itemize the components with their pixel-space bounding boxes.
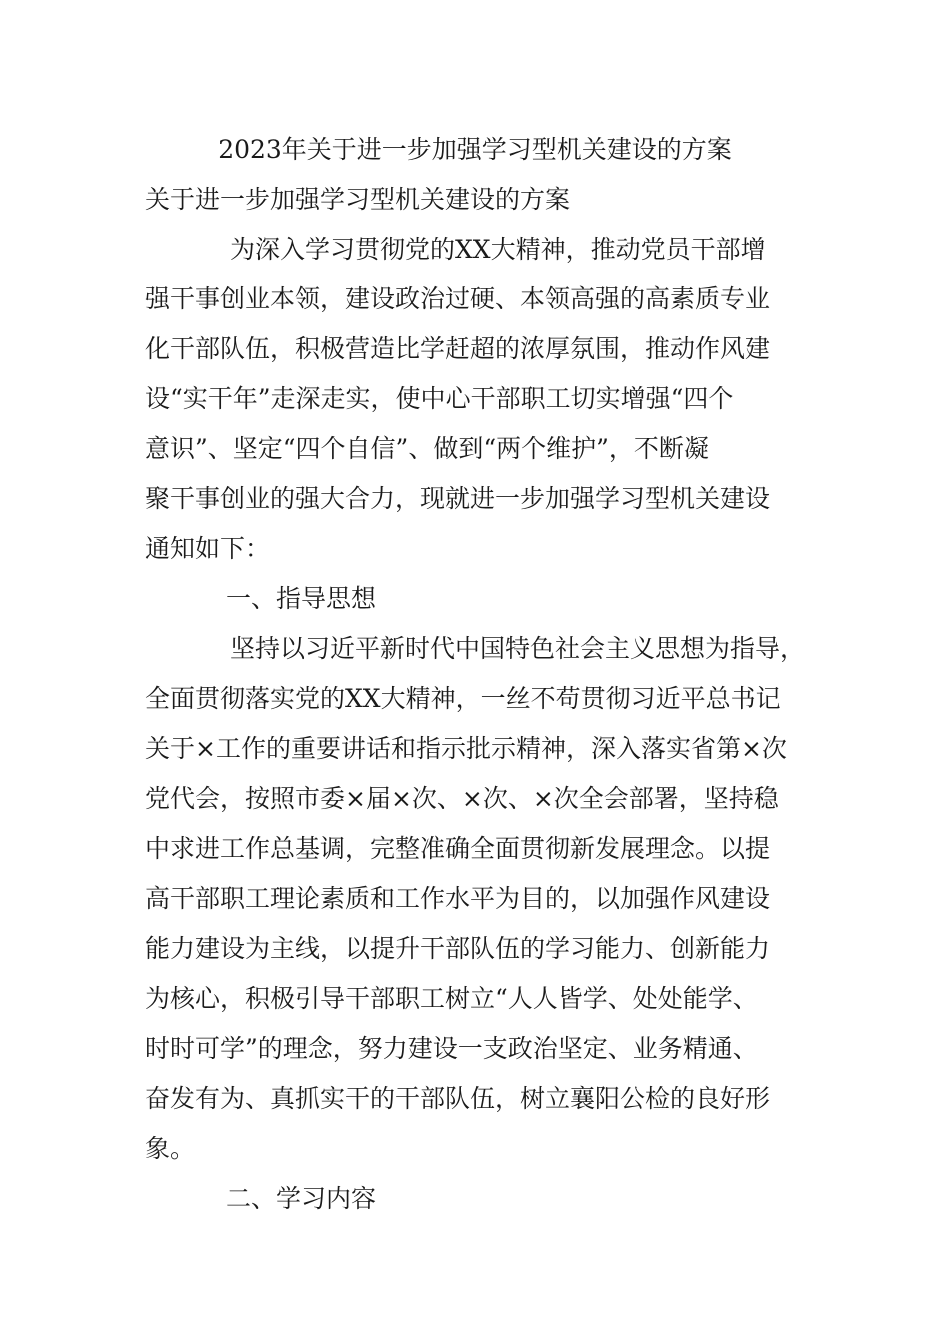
intro-line-6: 聚干事创业的强大合力，现就进一步加强学习型机关建设 (145, 484, 771, 513)
document-subtitle: 关于进一步加强学习型机关建设的方案 (145, 185, 571, 214)
section1-line-6: 高干部职工理论素质和工作水平为目的，以加强作风建设 (145, 884, 771, 913)
intro-line-1: 为深入学习贯彻党的XX大精神，推动党员干部增 (230, 235, 766, 264)
section1-line-9: 时时可学”的理念，努力建设一支政治坚定、业务精通、 (145, 1034, 758, 1063)
intro-line-5: 意识”、坚定“四个自信”、做到“两个维护”，不断凝 (145, 434, 709, 463)
section1-line-11: 象。 (145, 1134, 196, 1163)
section1-line-3: 关于×工作的重要讲话和指示批示精神，深入落实省第×次 (145, 734, 787, 763)
section1-line-5: 中求进工作总基调，完整准确全面贯彻新发展理念。以提 (145, 834, 771, 863)
section1-line-7: 能力建设为主线，以提升干部队伍的学习能力、创新能力 (145, 934, 771, 963)
intro-line-7: 通知如下： (145, 534, 271, 563)
section-heading-1: 一、指导思想 (226, 584, 377, 613)
intro-line-4: 设“实干年”走深走实，使中心干部职工切实增强“四个 (145, 384, 734, 413)
intro-line-3: 化干部队伍，积极营造比学赶超的浓厚氛围，推动作风建 (145, 334, 771, 363)
section-heading-2: 二、学习内容 (226, 1184, 377, 1213)
document-title: 2023年关于进一步加强学习型机关建设的方案 (218, 135, 732, 164)
section1-line-1: 坚持以习近平新时代中国特色社会主义思想为指导， (230, 634, 806, 663)
intro-line-2: 强干事创业本领，建设政治过硬、本领高强的高素质专业 (145, 284, 771, 313)
section1-line-4: 党代会，按照市委×届×次、×次、×次全会部署，坚持稳 (145, 784, 779, 813)
section1-line-8: 为核心，积极引导干部职工树立“人人皆学、处处能学、 (145, 984, 758, 1013)
section1-line-10: 奋发有为、真抓实干的干部队伍，树立襄阳公检的良好形 (145, 1084, 771, 1113)
section1-line-2: 全面贯彻落实党的XX大精神，一丝不苟贯彻习近平总书记 (145, 684, 781, 713)
